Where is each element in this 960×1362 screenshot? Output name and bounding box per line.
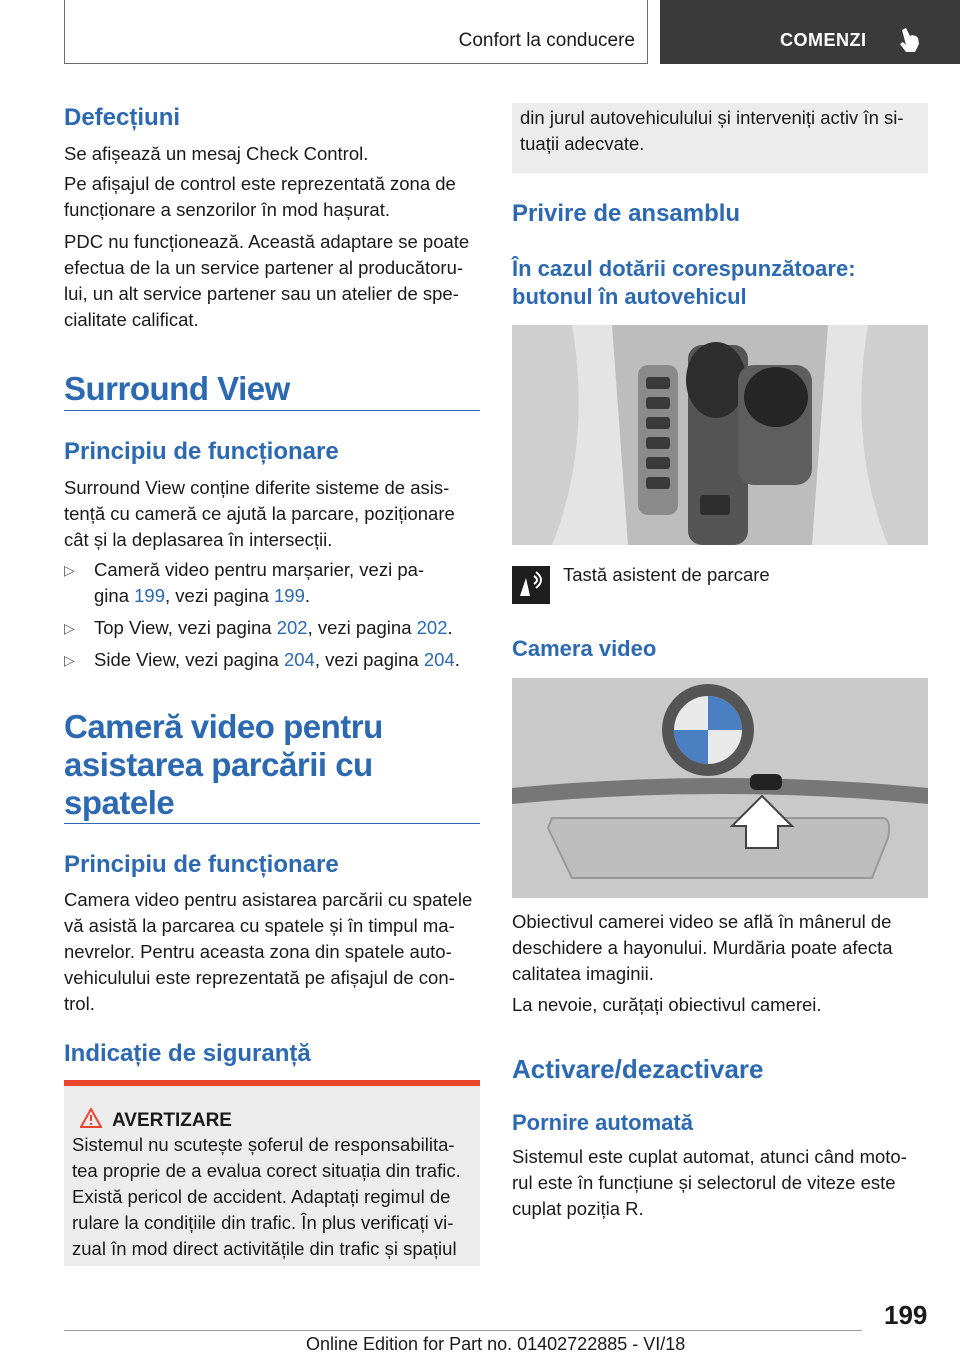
page-link[interactable]: 204 [423, 649, 455, 670]
text-line: gina [94, 585, 135, 606]
page-link[interactable]: 204 [283, 649, 315, 670]
text-line: Top View, vezi pagina [94, 617, 277, 638]
page-link[interactable]: 199 [134, 585, 165, 606]
text-line: Cameră video pentru marșarier, vezi pa- [94, 559, 425, 580]
section-rule [64, 823, 480, 824]
text-line: cât și la deplasarea în intersecții. [64, 529, 333, 550]
list-item [64, 557, 480, 613]
console-illustration [512, 325, 928, 545]
button-heading [512, 255, 856, 311]
chapter-tab[interactable] [660, 0, 960, 64]
defecte-heading: Defecțiuni [64, 104, 181, 131]
park-assist-icon [512, 566, 550, 604]
list-item-text [94, 557, 484, 609]
privire-heading: Privire de ansamblu [512, 200, 741, 227]
triangle-bullet-icon: ▷ [64, 620, 75, 636]
button-caption: Tastă asistent de parcare [563, 564, 770, 585]
text-line: Surround View conține diferite sisteme de asis- [64, 477, 450, 498]
text-line: Sistemul este cuplat automat, atunci când moto- [512, 1146, 907, 1167]
text-line: . [454, 649, 460, 670]
page-number: 199 [884, 1300, 928, 1330]
text-line: Obiectivul camerei video se află în mânerul de [512, 911, 892, 932]
list-item [64, 615, 480, 643]
text-line: lui, un alt service partener sau un atelier de spe- [64, 283, 459, 304]
triangle-bullet-icon: ▷ [64, 562, 75, 578]
text-line: trol. [64, 993, 95, 1014]
defecte-paragraph-3 [64, 229, 480, 333]
defecte-paragraph-2 [64, 171, 480, 223]
text-line: Pe afișajul de control este reprezentată zona de [64, 173, 456, 194]
camera-video-heading: Camera video [512, 636, 657, 661]
text-line: zual în mod direct activitățile din trafic și spațiul [72, 1238, 457, 1259]
text-line: tuații adecvate. [520, 133, 645, 154]
heading-line: asistarea parcării cu [64, 746, 373, 783]
defecte-paragraph-1: Se afișează un mesaj Check Control. [64, 143, 369, 164]
text-line: rulare la condițiile din trafic. În plus verificați vi- [72, 1212, 454, 1233]
section-rule [64, 410, 480, 411]
camera-heading [64, 708, 383, 822]
text-line: Există pericol de accident. Adaptați regimul de [72, 1186, 451, 1207]
text-line: cuplat poziția R. [512, 1198, 644, 1219]
pornire-heading: Pornire automată [512, 1110, 693, 1135]
text-line: deschidere a hayonului. Murdăria poate afecta [512, 937, 893, 958]
text-line: , vezi pagina [314, 649, 424, 670]
chapter-label: COMENZI [780, 30, 867, 50]
list-item-text [94, 647, 484, 673]
triangle-bullet-icon: ▷ [64, 652, 75, 668]
principiu-paragraph-2 [64, 887, 484, 1017]
warning-bar [64, 1080, 480, 1086]
rear-camera-photo [512, 678, 928, 898]
page-link[interactable]: 202 [416, 617, 448, 638]
text-line: efectua de la un service partener al producătoru- [64, 257, 464, 278]
text-line: . [447, 617, 453, 638]
indicatie-heading: Indicație de siguranță [64, 1040, 311, 1067]
text-line: tea proprie de a evalua corect situația din trafic. [72, 1160, 461, 1181]
surround-view-heading: Surround View [64, 370, 290, 407]
section-title: Confort la conducere [458, 30, 635, 51]
principiu-heading-2: Principiu de funcționare [64, 851, 339, 878]
heading-line: Cameră video pentru [64, 708, 383, 745]
console-photo [512, 325, 928, 545]
list-item [64, 647, 480, 675]
text-line: din jurul autovehiculului și interveniți activ în si- [520, 107, 904, 128]
header-section-box [64, 0, 648, 64]
text-line: . [304, 585, 311, 606]
text-line: rul este în funcțiune și selectorul de viteze este [512, 1172, 896, 1193]
warning-triangle-icon [80, 1108, 102, 1128]
principiu-paragraph-1 [64, 475, 480, 553]
text-line: cialitate calificat. [64, 309, 199, 330]
pointing-hand-icon [896, 26, 922, 54]
text-line: PDC nu funcționează. Această adaptare se poate [64, 231, 470, 252]
park-assist-button-icon [512, 566, 550, 604]
warning-continuation-box [512, 103, 928, 173]
text-line: tență cu cameră ce ajută la parcare, poziționare [64, 503, 455, 524]
rear-camera-illustration [512, 678, 928, 898]
text-line: Camera video pentru asistarea parcării cu spatele [64, 889, 473, 910]
heading-line: butonul în autovehicul [512, 284, 747, 309]
text-line: nevrelor. Pentru aceasta zona din spatele auto- [64, 941, 452, 962]
pornire-paragraph [512, 1144, 932, 1222]
text-line: vehiculului este reprezentată pe afișajul de con- [64, 967, 455, 988]
text-line: calitatea imaginii. [512, 963, 654, 984]
text-line: , vezi pagina [307, 617, 417, 638]
footer-rule [64, 1330, 862, 1331]
warning-text [72, 1132, 476, 1262]
heading-line: În cazul dotării corespunzătoare: [512, 256, 856, 281]
list-item-text [94, 615, 484, 641]
page-link[interactable]: 199 [274, 585, 305, 606]
text-line: , vezi pagina [165, 585, 275, 606]
principiu-heading-1: Principiu de funcționare [64, 438, 339, 465]
text-line: vă asistă la parcarea cu spatele și în timpul ma- [64, 915, 455, 936]
text-line: Sistemul nu scutește șoferul de responsabilita- [72, 1134, 455, 1155]
text-line: funcționare a senzorilor în mod hașurat. [64, 199, 390, 220]
warning-heading: AVERTIZARE [112, 1110, 232, 1131]
text-line: Side View, vezi pagina [94, 649, 284, 670]
warning-continuation-text [520, 105, 924, 157]
warning-box [64, 1080, 480, 1266]
page-link[interactable]: 202 [276, 617, 308, 638]
footer-edition: Online Edition for Part no. 01402722885 - VI/18 [306, 1334, 686, 1354]
obiectiv-paragraph [512, 909, 932, 987]
nevoie-paragraph: La nevoie, curățați obiectivul camerei. [512, 994, 822, 1015]
activare-heading: Activare/dezactivare [512, 1054, 764, 1084]
heading-line: spatele [64, 784, 175, 821]
